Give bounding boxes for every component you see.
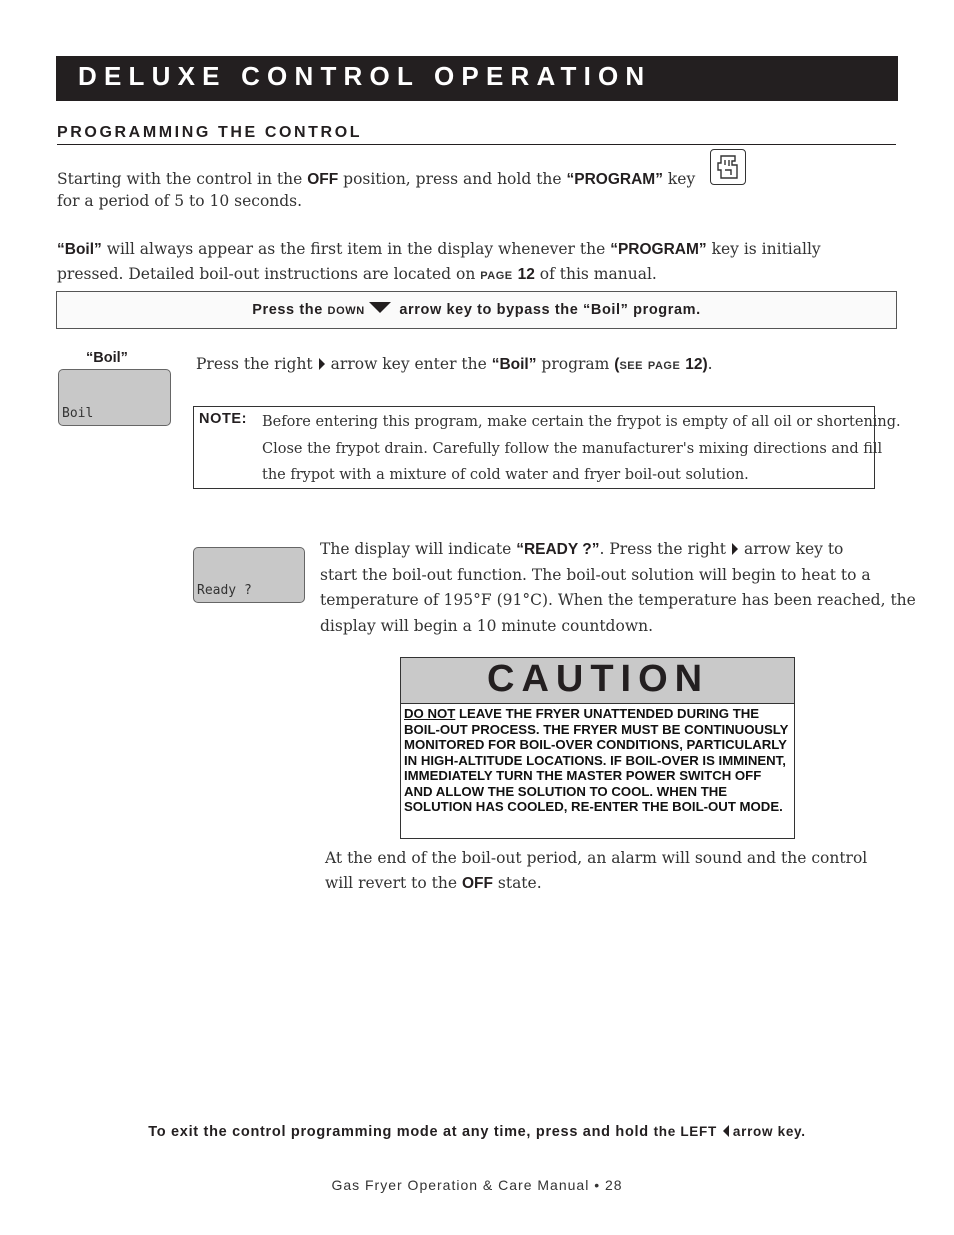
note-text bbox=[262, 409, 901, 489]
page-ref: PAGE bbox=[480, 270, 513, 282]
intro-paragraph-2-line2 bbox=[57, 262, 657, 288]
ready-keyword: “READY ?” bbox=[516, 541, 600, 558]
bypass-instruction-box bbox=[56, 291, 897, 329]
ready-text-part: The display will indicate bbox=[320, 540, 517, 558]
arrow-left-icon bbox=[723, 1125, 729, 1137]
boil-step-label: “Boil” bbox=[86, 350, 128, 366]
note-line: the frypot with a mixture of cold water and fryer boil-out solution. bbox=[262, 467, 749, 483]
program-keyword: “PROGRAM” bbox=[610, 241, 707, 258]
end-line-1: At the end of the boil-out period, an alarm will sound and the control bbox=[325, 849, 868, 867]
do-not-emphasis: DO NOT bbox=[404, 706, 456, 721]
ready-line-1 bbox=[320, 537, 895, 563]
arrow-right-icon bbox=[319, 358, 325, 370]
bypass-text: Press the bbox=[252, 302, 328, 318]
exit-text: arrow key. bbox=[732, 1124, 806, 1139]
boil-step-text-part: program bbox=[536, 355, 615, 373]
caution-box bbox=[400, 657, 795, 839]
caution-header bbox=[401, 658, 794, 704]
page-ref-paren: ( bbox=[614, 356, 620, 373]
boil-step-text-part: Press the right bbox=[196, 355, 313, 373]
intro-text: of this manual. bbox=[534, 265, 657, 283]
boil-display bbox=[58, 369, 171, 426]
ready-text-part: . Press the right bbox=[599, 540, 726, 558]
title-bar bbox=[56, 56, 898, 101]
ready-display-text: Ready ? bbox=[197, 583, 252, 598]
boil-keyword: “Boil” bbox=[491, 356, 537, 373]
ready-text-part: arrow key to bbox=[743, 540, 844, 558]
end-text-part: state. bbox=[492, 874, 542, 892]
intro-text: will always appear as the first item in the display whenever the bbox=[101, 240, 611, 258]
ready-line-3: temperature of 195°F (91°C). When the temperature has been reached, the bbox=[320, 591, 916, 610]
see-ref: SEE bbox=[619, 360, 643, 372]
caution-title: CAUTION bbox=[487, 658, 710, 700]
ready-display bbox=[193, 547, 305, 603]
end-text-part: will revert to the bbox=[325, 874, 462, 892]
exit-text: the LEFT bbox=[653, 1124, 717, 1139]
boil-step-text-part: arrow key enter the bbox=[330, 355, 492, 373]
exit-instruction bbox=[0, 1124, 954, 1140]
off-keyword: OFF bbox=[307, 171, 339, 188]
boil-display-text: Boil bbox=[62, 406, 94, 421]
boil-step-text bbox=[196, 352, 713, 378]
ready-line-4: display will begin a 10 minute countdown. bbox=[320, 617, 653, 636]
intro-text: Starting with the control in the bbox=[57, 170, 308, 188]
note-box bbox=[193, 406, 901, 489]
intro-text: pressed. Detailed boil-out instructions are located on bbox=[57, 265, 481, 283]
note-line: Before entering this program, make certain the frypot is empty of all oil or shortening. bbox=[262, 414, 901, 430]
intro-paragraph-2 bbox=[57, 237, 821, 262]
caution-body: LEAVE THE FRYER UNATTENDED DURING THE BOIL-OUT PROCESS. THE FRYER MUST BE CONTINUOUSLY MONITORED FOR BOIL-OVER CONDITIONS, PARTICULARLY IN HIGH-ALTITUDE LOCATIONS. IF BOIL-OVER IS IMMINENT, IMMEDIATELY TURN THE MASTER POWER SWITCH OFF AND ALLOW THE SOLUTION TO COOL. WHEN THE SOLUTION HAS COOLED, RE-ENTER THE BOIL-OUT MODE. bbox=[404, 706, 789, 814]
intro-text: position, press and hold the bbox=[338, 170, 567, 188]
intro-text: key bbox=[662, 170, 696, 188]
end-text bbox=[325, 846, 867, 896]
page-ref: PAGE bbox=[647, 360, 681, 372]
page-ref-number: 12 bbox=[517, 266, 535, 283]
ready-line-2: start the boil-out function. The boil-out solution will begin to heat to a bbox=[320, 565, 871, 584]
section-heading: PROGRAMMING THE CONTROL bbox=[57, 124, 363, 141]
intro-text: key is initially bbox=[706, 240, 821, 258]
off-keyword: OFF bbox=[461, 875, 493, 892]
end-line-2 bbox=[325, 871, 867, 896]
page-title: DELUXE CONTROL OPERATION bbox=[78, 61, 652, 91]
bypass-text: arrow key to bypass the “Boil” program. bbox=[394, 302, 701, 318]
note-line: Close the frypot drain. Carefully follow the manufacturer's mixing directions and fill bbox=[262, 440, 883, 457]
page-footer: Gas Fryer Operation & Care Manual • 28 bbox=[331, 1177, 623, 1193]
period: . bbox=[707, 355, 713, 373]
exit-text: To exit the control programming mode at any time, press and hold bbox=[148, 1124, 654, 1140]
page-ref-number: 12) bbox=[685, 356, 708, 373]
ready-step-text bbox=[320, 537, 916, 640]
arrow-down-icon bbox=[369, 302, 391, 313]
program-key-icon bbox=[710, 149, 746, 185]
down-keyword: DOWN bbox=[327, 305, 365, 317]
arrow-right-icon bbox=[732, 543, 738, 555]
caution-text bbox=[404, 706, 792, 815]
section-rule bbox=[57, 144, 896, 145]
program-keyword: “PROGRAM” bbox=[566, 171, 663, 188]
note-label: NOTE: bbox=[199, 411, 248, 427]
boil-keyword: “Boil” bbox=[57, 241, 102, 258]
intro-paragraph-1-line2: for a period of 5 to 10 seconds. bbox=[57, 192, 303, 210]
